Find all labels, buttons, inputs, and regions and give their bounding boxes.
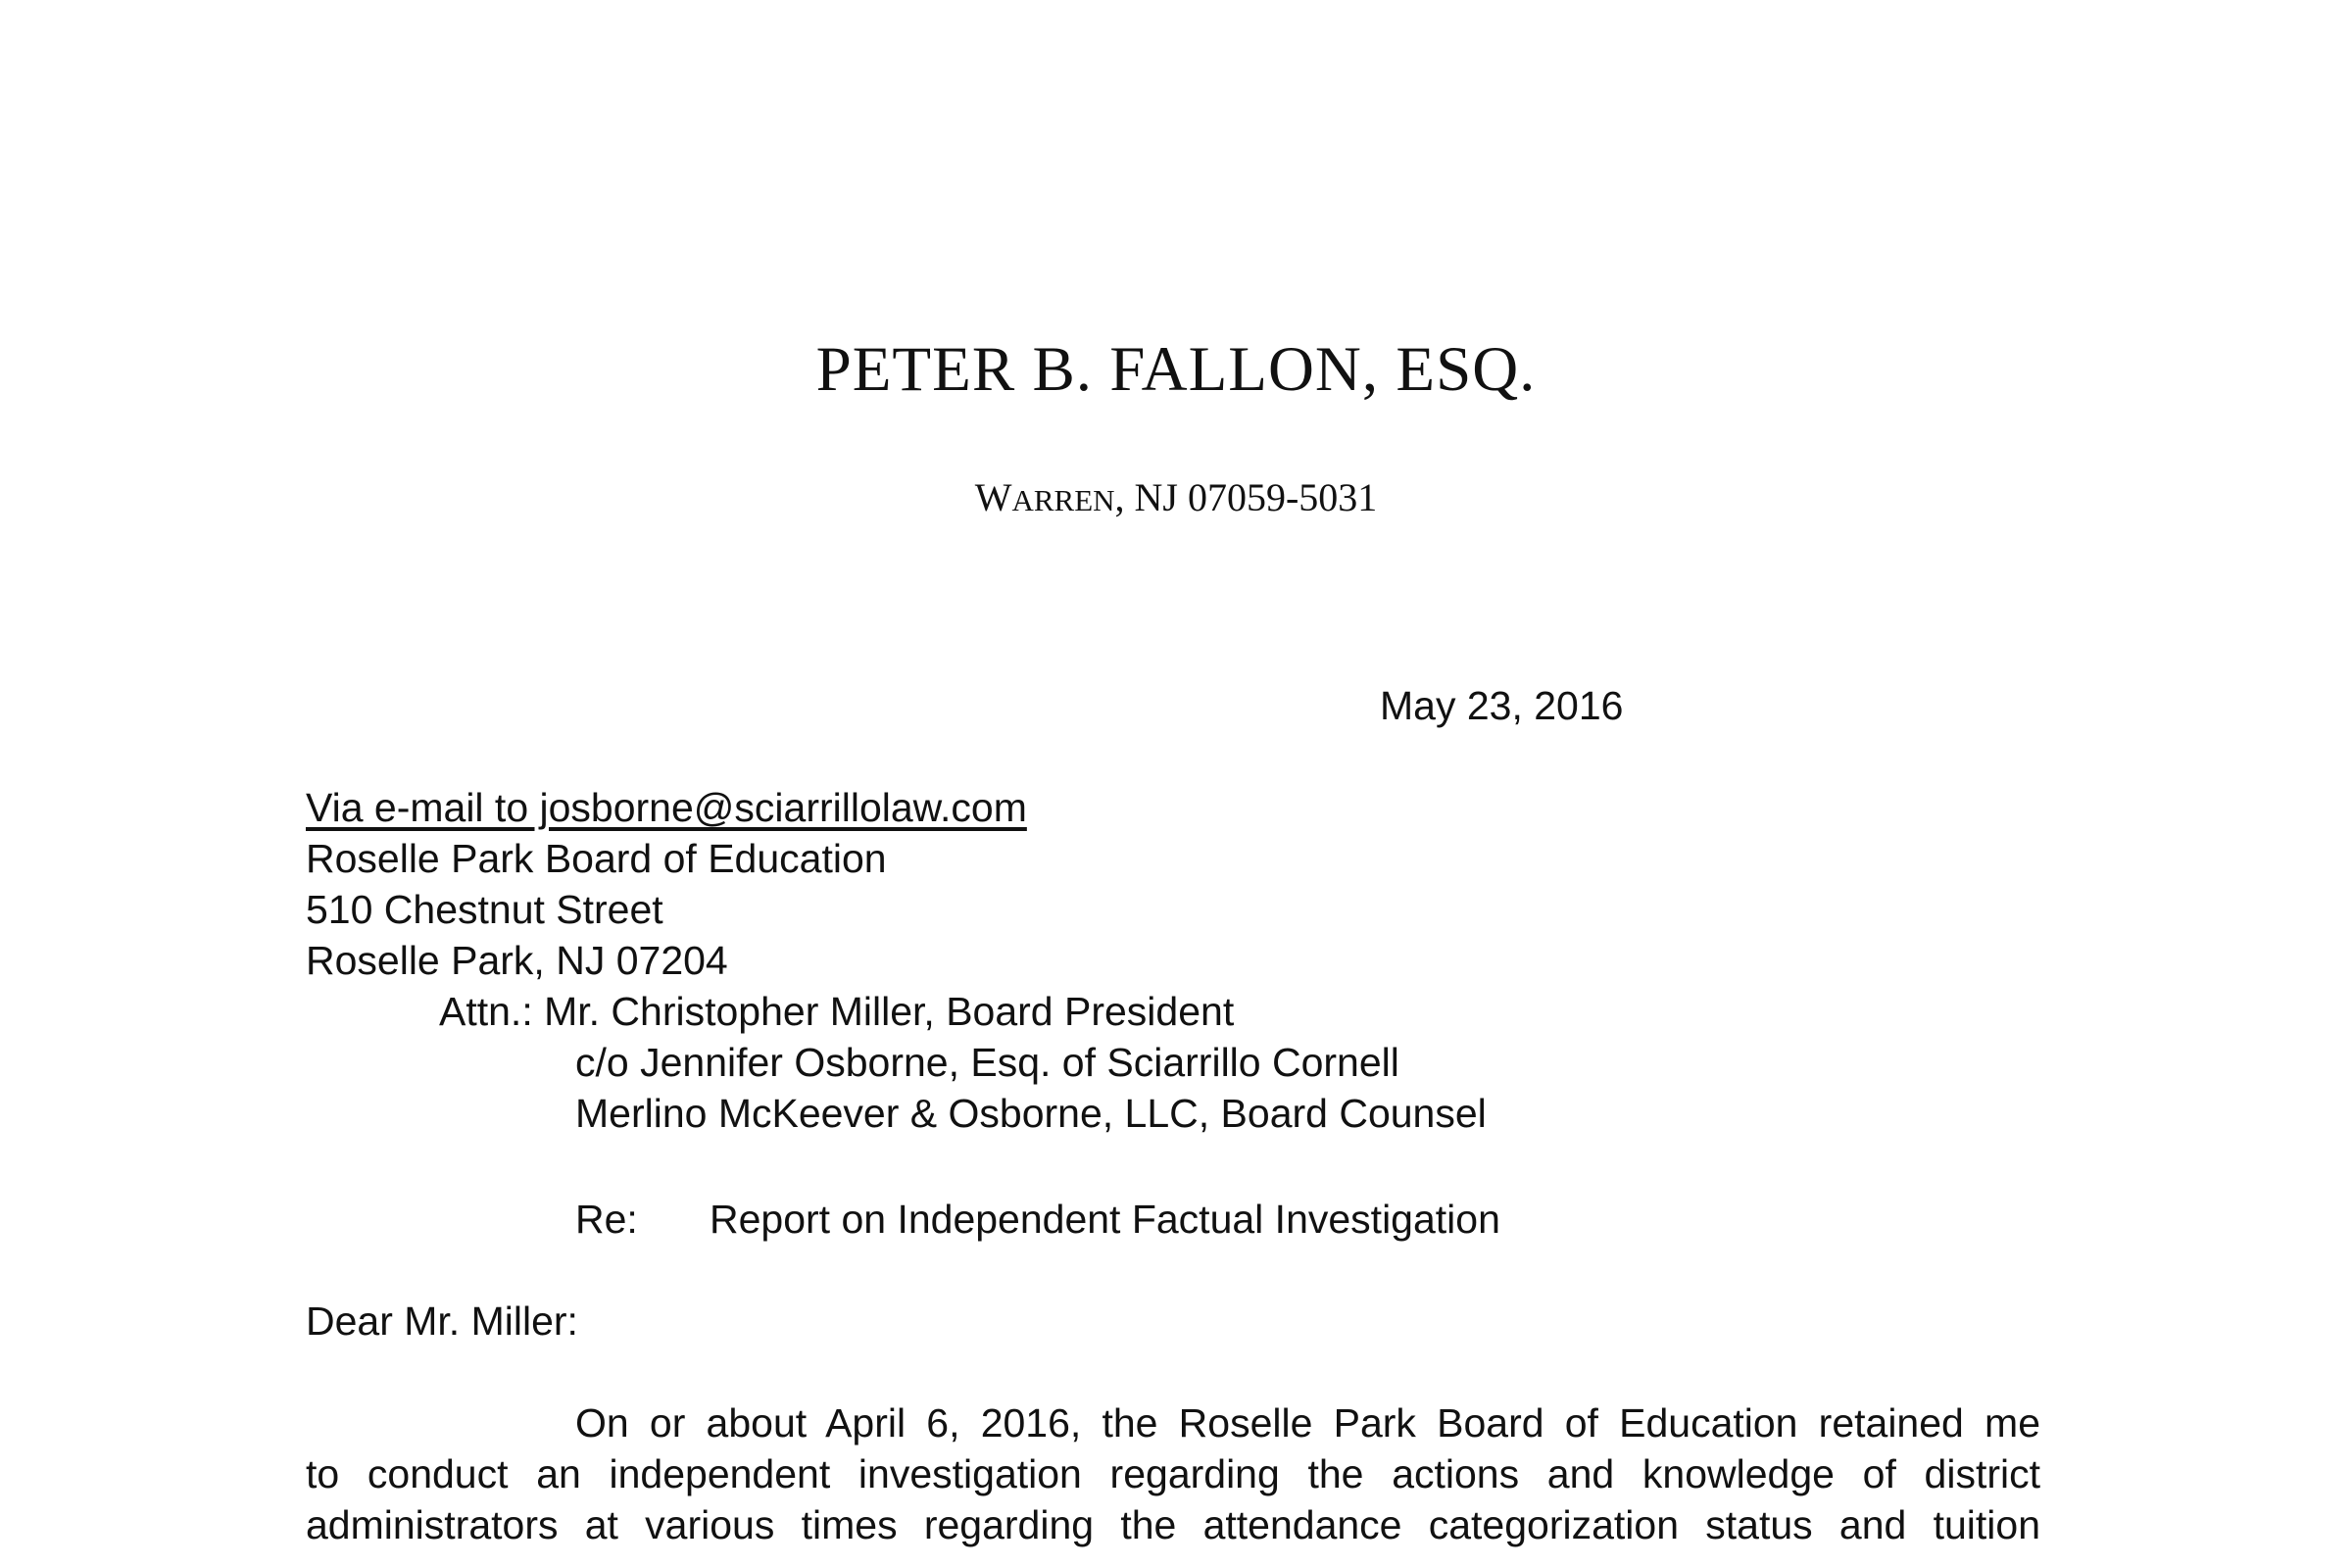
salutation: Dear Mr. Miller: — [306, 1298, 578, 1344]
letter-date: May 23, 2016 — [1380, 683, 1624, 728]
attn-sub-block — [575, 1037, 1487, 1139]
attn-sub-line: Merlino McKeever & Osborne, LLC, Board Counsel — [575, 1091, 1487, 1136]
paragraph-line: administrators at various times regarding the attendance categorization status and tuition — [306, 1502, 2040, 1547]
address-initial: W — [974, 475, 1012, 519]
recipient-line: Roselle Park, NJ 07204 — [306, 938, 728, 983]
re-subject: Report on Independent Factual Investigation — [710, 1197, 1500, 1242]
letterhead-name: PETER B. FALLON, ESQ. — [815, 334, 1537, 405]
recipient-block — [306, 782, 1027, 986]
paragraph-line: to conduct an independent investigation regarding the actions and knowledge of district — [306, 1451, 2040, 1496]
address-tail: , NJ 07059-5031 — [1114, 475, 1378, 519]
letterhead-address — [0, 475, 2352, 519]
attn-line: Attn.: Mr. Christopher Miller, Board President — [439, 989, 1235, 1034]
re-label: Re: — [575, 1197, 638, 1242]
via-email-line: Via e-mail to josborne@sciarrillolaw.com — [306, 785, 1027, 830]
recipient-line: Roselle Park Board of Education — [306, 836, 887, 881]
address-smallcaps: ARREN — [1011, 483, 1115, 517]
paragraph-line: On or about April 6, 2016, the Roselle Park Board of Education retained me — [575, 1400, 2040, 1446]
body-paragraph — [306, 1397, 2040, 1550]
attn-sub-line: c/o Jennifer Osborne, Esq. of Sciarrillo Cornell — [575, 1040, 1399, 1085]
recipient-line: 510 Chestnut Street — [306, 887, 663, 932]
